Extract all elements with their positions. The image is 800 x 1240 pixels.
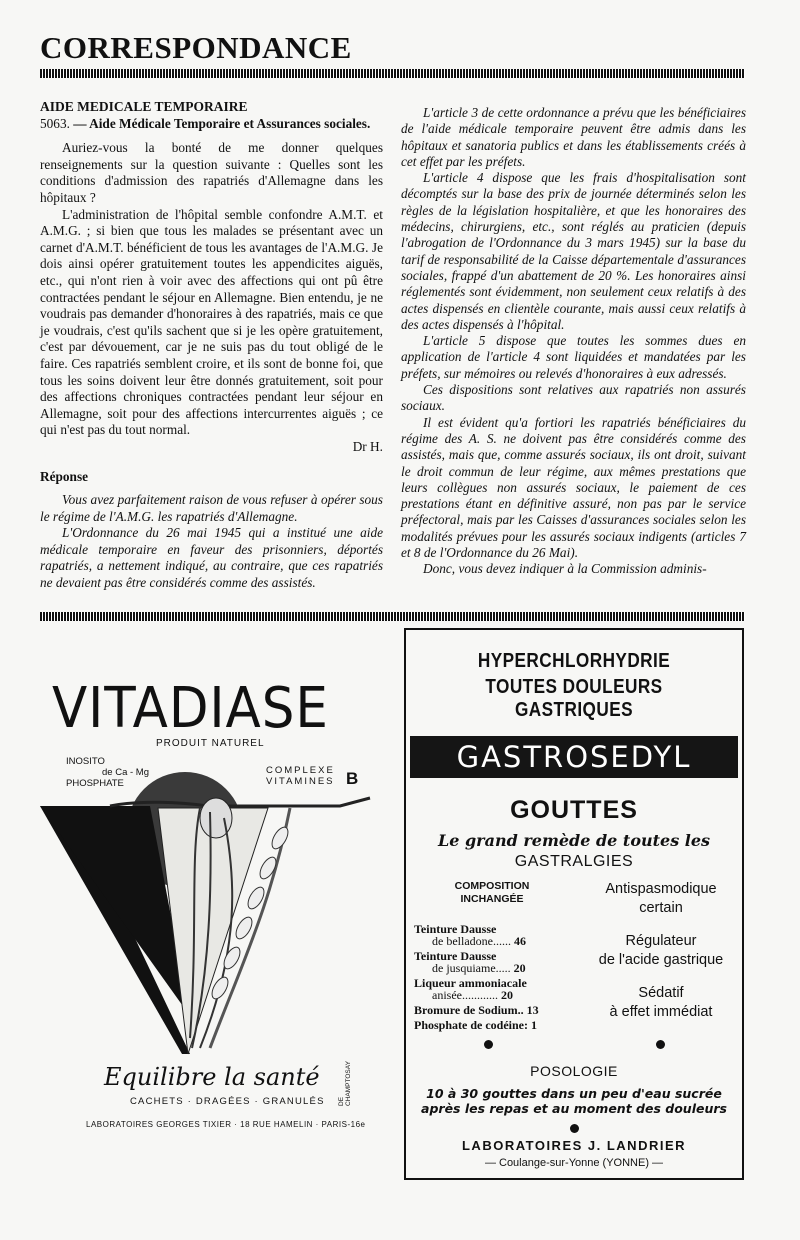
ingredient-name: Phosphate de codéine: [414, 1018, 528, 1032]
vitadiase-ad [40, 628, 390, 1133]
woman-wheat-v-illustration [40, 768, 390, 1068]
left-column [40, 99, 383, 592]
property-line: certain [639, 900, 683, 916]
posologie-text [406, 1086, 742, 1116]
article-end-rule [40, 612, 745, 621]
property-line: Antispasmodique [605, 881, 717, 897]
gastro-brand: GASTROSEDYL [410, 736, 738, 778]
ingredient-row [414, 1004, 574, 1016]
ingredient-name: Bromure de Sodium.. [414, 1003, 524, 1017]
header-rule [40, 69, 745, 78]
bullet-dot [656, 1040, 665, 1049]
ingredient-sub: de jusquiame..... [432, 961, 511, 975]
property-line: à effet immédiat [609, 1004, 713, 1020]
posologie-heading: POSOLOGIE [530, 1063, 618, 1079]
vitadiase-brand: VITADIASE [52, 676, 329, 741]
ingredient-qty: 46 [513, 934, 526, 948]
ingredient-sub: anisée............ [432, 988, 498, 1002]
response-paragraph: L'Ordonnance du 26 mai 1945 qui a institué une aide médicale temporaire en faveur des prisonniers, déportés rapatriés, a nettement indiqué, au contraire, que ces rapatriés ne devaient pas être considérés comme des assistés. [40, 525, 383, 591]
response-paragraph: Donc, vous devez indiquer à la Commission adminis- [423, 561, 707, 577]
ingredient-row [414, 1019, 574, 1031]
property-line: de l'acide gastrique [598, 952, 724, 968]
right-column [401, 105, 746, 578]
property-line: Sédatif [638, 985, 684, 1001]
response-paragraph: Vous avez parfaitement raison de vous refuser à opérer sous le régime de l'A.M.G. les rapatriés d'Allemagne. [40, 492, 383, 524]
question-paragraph: L'administration de l'hôpital semble confondre A.M.T. et A.M.G. ; si bien que tous les malades se présentant avec un carnet d'A.M.T. bénéficient de tous les avantages de l'A.M.G. Je dois ainsi opérer gratuitement toutes les appendicites aiguës, etc., qui n'ont rien à voir avec des affections qui ont pû être contractées pendant le séjour en Allemagne. Bien entendu, je ne voudrais pas demander d'honoraires à des rapatriés, mais ce que je voudrais, c'est qu'ils sachent que si je les opère gratuitement, c'est par dévouement, car je ne suis pas du tout obligé de le faire. Ces rapatriés semblent croire, et ils sont de bonne foi, que tous les soins doivent leur être donnés gratuitement, soit pour des affections chroniques contractées pendant leur séjour en Allemagne, soit pour des affections intercurrentes aiguës ; ce qui n'est pas du tout normal. [40, 206, 383, 438]
gastro-form: GOUTTES [510, 796, 638, 824]
gastrosedyl-ad [404, 628, 744, 1180]
response-paragraph: L'article 5 dispose que toutes les sommes dues en application de l'article 4 sont liquidées et mandatées par les préfets, sur mémoires ou relevés d'honoraires à eux adressés. [401, 333, 746, 381]
ingredient-qty: 20 [500, 988, 513, 1002]
gastro-properties [578, 880, 744, 1036]
ingredient-list [414, 923, 574, 1034]
ingredient-name: Teinture Dausse [414, 922, 497, 936]
response-heading: Réponse [40, 469, 89, 485]
question-title: — Aide Médicale Temporaire et Assurances sociales. [73, 115, 371, 131]
section-heading: AIDE MEDICALE TEMPORAIRE [40, 99, 248, 114]
v-letter-right [158, 808, 268, 1054]
property-line: Régulateur [625, 933, 697, 949]
gastro-tagline: Le grand remède de toutes les [437, 831, 711, 850]
ingredient-row [414, 950, 574, 974]
complexe-line: COMPLEXE [266, 765, 335, 776]
ingredient-sub: de belladone...... [432, 934, 511, 948]
composition-line: INCHANGÉE [460, 893, 524, 905]
vitamin-b-letter: B [346, 769, 359, 788]
response-paragraph: Ces dispositions sont relatives aux rapatriés non assurés sociaux. [401, 382, 746, 414]
inosito-line: PHOSPHATE [66, 778, 124, 789]
gastro-lab: LABORATOIRES J. LANDRIER [461, 1138, 687, 1153]
vitadiase-lab: LABORATOIRES GEORGES TIXIER · 18 RUE HAMELIN · PARIS-16e [86, 1120, 366, 1129]
gastro-headline-2: TOUTES DOULEURS GASTRIQUES [485, 676, 663, 721]
composition-line: COMPOSITION [454, 880, 530, 892]
question-paragraph: Auriez-vous la bonté de me donner quelques renseignements sur la question suivante : Quelles sont les conditions d'admission des rapatriés d'Allemagne dans les hôpitaux ? [40, 140, 383, 205]
gastro-location: — Coulange-sur-Yonne (YONNE) — [484, 1157, 664, 1169]
vitadiase-slogan: Equilibre la santé [104, 1063, 320, 1091]
question-number: 5063. [40, 115, 70, 131]
page-title: CORRESPONDANCE [40, 30, 352, 65]
ingredient-qty: 13 [526, 1003, 539, 1017]
ingredient-row [414, 977, 574, 1001]
property [578, 984, 744, 1022]
gastro-tagline-2: GASTRALGIES [514, 853, 634, 870]
property [578, 932, 744, 970]
bullet-dot [484, 1040, 493, 1049]
question-heading [40, 116, 383, 133]
signature: Dr H. [352, 438, 383, 454]
vitadiase-forms: CACHETS · DRAGÉES · GRANULÉS [130, 1096, 325, 1107]
vitadiase-subtitle: PRODUIT NATUREL [156, 738, 265, 749]
response-paragraph: L'article 3 de cette ordonnance a prévu que les bénéficiaires de l'aide médicale temporaire peuvent être admis dans les hôpitaux et sanatoria publics et dans les établissements créés à cet effet par les préfets. [401, 105, 746, 169]
response-paragraph: L'article 4 dispose que les frais d'hospitalisation sont décomptés sur la base des prix de journée déterminés selon les règles de la législation hospitalière, et que les honoraires des médecins, chirurgiens, etc., sont réglés au praticien (depuis l'abrogation de l'Ordonnance du 3 mars 1945) sur la base du tarif de responsabilité de la Caisse départementale d'assurances sociales, frappé d'un abattement de 20 %. Les honoraires ainsi réglementés sont évidemment, non seulement ceux relatifs à des actes dispensés en clientèle courante, mais aussi ceux relatifs à des actes dispensés à l'hôpital. [401, 170, 746, 332]
ingredient-name: Liqueur ammoniacale [414, 976, 527, 990]
artist-credit: DE CHAMPTOSAY [338, 1061, 352, 1106]
ingredient-name: Teinture Dausse [414, 949, 497, 963]
posologie-line: après les repas et au moment des douleurs [421, 1101, 727, 1116]
ingredient-row [414, 923, 574, 947]
composition-heading [432, 880, 552, 906]
inosito-line: INOSITO [66, 756, 105, 767]
ingredient-qty: 1 [531, 1018, 537, 1032]
gastro-headline-1: HYPERCHLORHYDRIE [477, 650, 671, 672]
property [578, 880, 744, 918]
posologie-line: 10 à 30 gouttes dans un peu d'eau sucrée [426, 1086, 722, 1101]
complexe-line: VITAMINES [266, 776, 335, 787]
response-paragraph: Il est évident qu'a fortiori les rapatriés bénéficiaires du régime des A. S. ne doivent pas être considérés comme des assistés, mais que, comme assurés sociaux, ils ont droit, suivant le droit commun de leur régime, aux mêmes prestations que leurs collègues non assurés sociaux, le paiement de ces prestations étant en définitive assuré, non pas par le service préfectoral, mais par les Caisses d'assurances sociales selon les modalités prévues pour les assurés sociaux indigents (articles 7 et 8 de l'Ordonnance du 26 Mai). [401, 414, 746, 561]
inosito-line: de Ca - Mg [102, 767, 149, 778]
ingredient-qty: 20 [513, 961, 526, 975]
bullet-dot [570, 1124, 579, 1133]
